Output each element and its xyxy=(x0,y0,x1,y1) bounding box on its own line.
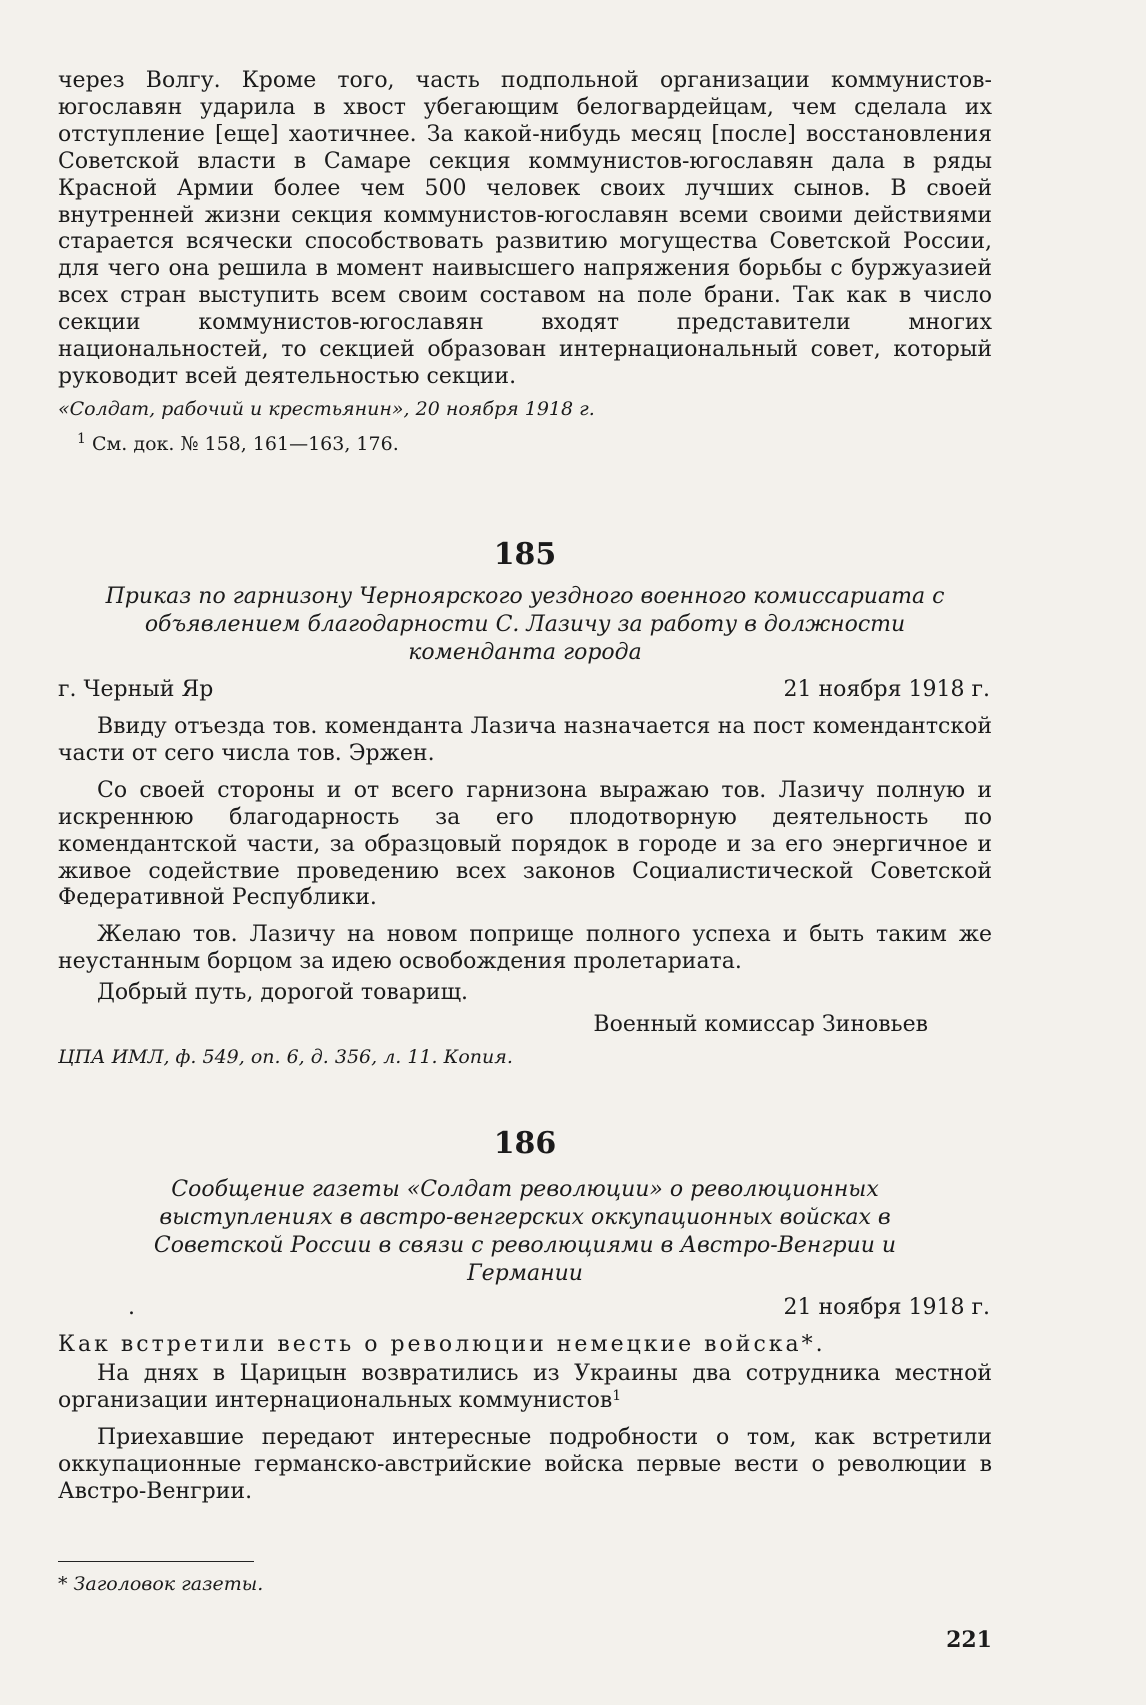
continuation-block xyxy=(58,68,992,456)
document-186 xyxy=(58,1126,992,1506)
document-185 xyxy=(58,537,992,1069)
source-citation: «Солдат, рабочий и крестьянин», 20 ноября 1918 г. xyxy=(58,397,595,420)
continuation-paragraph: через Волгу. Кроме того, часть подпольной организации коммунистов-югославян ударила в хвост убегающим белогвардейцам, чем сделала их отступление [еще] хаотичнее. За какой-нибудь месяц [после] восстановления Советской власти в Самаре секция коммунистов-югославян дала в ряды Красной Армии более чем 500 человек своих лучших сынов. В своей внутренней жизни секция коммунистов-югославян всеми своими действиями старается всячески способствовать развитию могущества Советской России, для чего она решила в момент наивысшего напряжения борьбы с буржуазией всех стран выступить всем своим составом на поле брани. Так как в число секции коммунистов-югославян входят представители многих национальностей, то секцией образован интернациональный совет, который руководит всей деятельностью секции. xyxy=(58,68,992,389)
date: 21 ноября 1918 г. xyxy=(783,677,990,702)
date: 21 ноября 1918 г. xyxy=(783,1295,990,1320)
footnote-1: $^1$ См. док. № 158, 161—163, 176. xyxy=(77,430,399,455)
paragraph: Приехавшие передают интересные подробности о том, как встретили оккупационные германско-австрийские войска первые вести о революции в Австро-Венгрии. xyxy=(58,1424,992,1504)
place: г. Черный Яр xyxy=(58,677,214,702)
place-date-line xyxy=(58,676,992,704)
document-title: Сообщение газеты «Солдат революции» о революционных выступлениях в австро-венгерских оккупационных войсках в Советской России в связи с революциями в Австро-Венгрии и Германии xyxy=(153,1177,897,1286)
date-line: . 21 ноября 1918 г. xyxy=(128,1295,990,1320)
paragraph: На днях в Царицын возвратились из Украины два сотрудника местной организации интернациональных коммунистов$^1$ xyxy=(58,1361,992,1413)
page-number: 221 xyxy=(946,1627,992,1653)
article-headline: Как встретили весть о революции немецкие войска*. xyxy=(58,1332,826,1357)
paragraph: Со своей стороны и от всего гарнизона выражаю тов. Лазичу полную и искреннюю благодарность за его плодотворную деятельность по комендантской части, за образцовый порядок в городе и за его энергичное и живое содействие проведению всех законов Социалистической Советской Федеративной Республики. xyxy=(58,777,992,911)
paragraph: Желаю тов. Лазичу на новом поприще полного успеха и быть таким же неустанным борцом за идею освобождения пролетариата. xyxy=(58,922,992,975)
paragraph: Ввиду отъезда тов. коменданта Лазича назначается на пост комендантской части от сего числа тов. Эржен. xyxy=(58,714,992,766)
document-number: 185 xyxy=(493,537,557,572)
footnote-star: * Заголовок газеты. xyxy=(58,1573,264,1595)
document-number: 186 xyxy=(493,1126,557,1161)
paragraph: Добрый путь, дорогой товарищ. xyxy=(97,980,469,1006)
document-title: Приказ по гарнизону Черноярского уездного военного комиссариата с объявлением благодарности С. Лазичу за работу в должности коменданта города xyxy=(105,584,945,665)
footnote-divider xyxy=(58,1561,254,1562)
archive-source: ЦПА ИМЛ, ф. 549, оп. 6, д. 356, л. 11. Копия. xyxy=(58,1046,513,1069)
signature: Военный комиссар Зиновьев xyxy=(593,1012,928,1038)
